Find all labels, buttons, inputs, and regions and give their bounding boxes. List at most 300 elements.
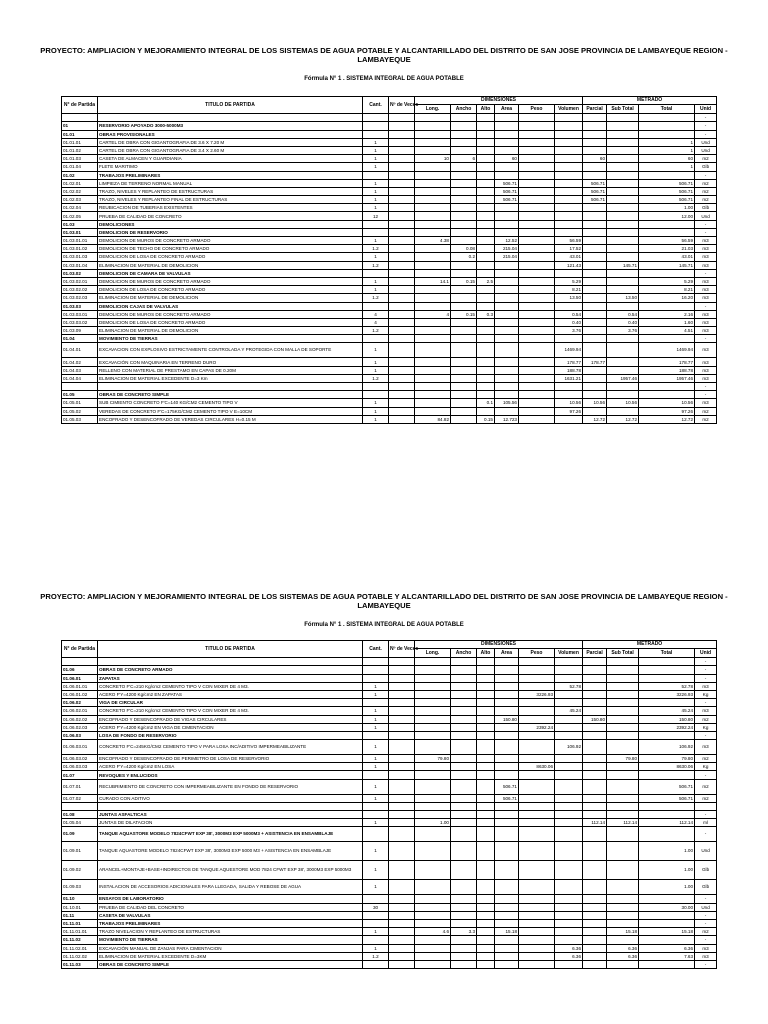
- cell-peso: [519, 122, 555, 130]
- cell-ancho: [451, 819, 477, 827]
- section-row: [62, 699, 717, 707]
- cell-parcial: [583, 383, 607, 391]
- cell-total: [639, 911, 695, 919]
- cell-volumen: [555, 723, 583, 731]
- cell-peso: [519, 802, 555, 810]
- col-header-dimensiones: DIMENSIONES: [415, 97, 583, 105]
- cell-volumen: [555, 666, 583, 674]
- cell-alto: [477, 911, 495, 919]
- cell-ancho: [451, 204, 477, 212]
- cell-area: 506.71: [495, 794, 519, 802]
- section-row: [62, 666, 717, 674]
- cell-partida: 01.03.03: [62, 302, 98, 310]
- cell-cant: 1: [363, 779, 389, 794]
- cell-cant: 1: [363, 196, 389, 204]
- cell-subtotal: [607, 269, 639, 277]
- cell-partida: 01.11.02.01: [62, 944, 98, 952]
- cell-cant: 4: [363, 318, 389, 326]
- cell-cant: [363, 919, 389, 927]
- cell-area: [495, 936, 519, 944]
- cell-long: [415, 286, 451, 294]
- cell-cant: 1.2: [363, 327, 389, 335]
- cell-volumen: [555, 802, 583, 810]
- cell-area: 506.71: [495, 779, 519, 794]
- cell-volumen: [555, 269, 583, 277]
- col-header-cant: Cant.: [363, 97, 389, 114]
- cell-veces: [389, 155, 415, 163]
- cell-volumen: [555, 163, 583, 171]
- cell-area: [495, 763, 519, 771]
- table-row: [62, 245, 717, 253]
- cell-area: [495, 171, 519, 179]
- cell-parcial: [583, 779, 607, 794]
- cell-area: [495, 819, 519, 827]
- cell-titulo: JUNTAS ASFALTICAS: [98, 811, 363, 819]
- cell-partida: 01.04.03: [62, 366, 98, 374]
- cell-titulo: TRABAJOS PRELIMINARES: [98, 919, 363, 927]
- cell-ancho: 0.08: [451, 245, 477, 253]
- table-row: [62, 415, 717, 423]
- cell-titulo: [98, 383, 363, 391]
- cell-total: [639, 811, 695, 819]
- cell-veces: [389, 731, 415, 739]
- col-header-metrado: METRADO: [583, 641, 717, 649]
- cell-partida: 01.03.02.03: [62, 294, 98, 302]
- cell-peso: [519, 358, 555, 366]
- cell-alto: [477, 819, 495, 827]
- cell-partida: 01.06.02.01: [62, 707, 98, 715]
- cell-long: [415, 763, 451, 771]
- cell-long: [415, 383, 451, 391]
- table-row: [62, 212, 717, 220]
- cell-alto: [477, 114, 495, 122]
- cell-volumen: [555, 715, 583, 723]
- cell-peso: [519, 399, 555, 407]
- cell-peso: [519, 936, 555, 944]
- cell-titulo: CONCRETO F'C=245KG/CM2 CEMENTO TIPO V PARA LOSA INC/ADITIVO IMPERMEABILIZANTE: [98, 740, 363, 755]
- cell-alto: [477, 690, 495, 698]
- cell-titulo: REUBICACION DE TUBERIAS EXISTENTES: [98, 204, 363, 212]
- cell-subtotal: [607, 407, 639, 415]
- cell-cant: 1: [363, 407, 389, 415]
- cell-area: [495, 811, 519, 819]
- cell-veces: [389, 779, 415, 794]
- cell-parcial: [583, 794, 607, 802]
- cell-peso: [519, 138, 555, 146]
- cell-subtotal: 79.80: [607, 755, 639, 763]
- cell-parcial: [583, 658, 607, 666]
- cell-parcial: [583, 237, 607, 245]
- cell-cant: [363, 699, 389, 707]
- cell-alto: [477, 674, 495, 682]
- cell-long: [415, 919, 451, 927]
- cell-veces: [389, 666, 415, 674]
- cell-parcial: 12.72: [583, 415, 607, 423]
- cell-long: [415, 212, 451, 220]
- cell-titulo: [98, 658, 363, 666]
- cell-area: [495, 755, 519, 763]
- cell-cant: 1: [363, 723, 389, 731]
- cell-subtotal: [607, 302, 639, 310]
- cell-veces: [389, 261, 415, 269]
- cell-total: 21.03: [639, 245, 695, 253]
- cell-cant: 1: [363, 253, 389, 261]
- cell-parcial: 10.56: [583, 399, 607, 407]
- cell-partida: 01.04.01: [62, 343, 98, 358]
- cell-unid: Und: [695, 138, 717, 146]
- cell-ancho: [451, 682, 477, 690]
- cell-subtotal: [607, 903, 639, 911]
- cell-parcial: [583, 253, 607, 261]
- cell-unid: -: [695, 171, 717, 179]
- cell-titulo: INSTALACION DE ACCESORIOS ADICIONALES PARA LLEGADA, SALIDA Y REBOSE DE AGUA: [98, 880, 363, 895]
- cell-cant: 1: [363, 343, 389, 358]
- cell-total: [639, 895, 695, 903]
- cell-peso: [519, 294, 555, 302]
- cell-peso: [519, 731, 555, 739]
- cell-long: 4.6: [415, 928, 451, 936]
- cell-unid: -: [695, 731, 717, 739]
- section-row: [62, 731, 717, 739]
- cell-area: [495, 911, 519, 919]
- section-row: [62, 811, 717, 819]
- cell-alto: [477, 960, 495, 968]
- cell-parcial: [583, 944, 607, 952]
- cell-ancho: [451, 383, 477, 391]
- cell-total: [639, 960, 695, 968]
- cell-parcial: [583, 171, 607, 179]
- cell-subtotal: [607, 690, 639, 698]
- cell-long: [415, 407, 451, 415]
- col-header-alto: Alto: [477, 649, 495, 658]
- cell-partida: 01.04.02: [62, 358, 98, 366]
- cell-total: 106.92: [639, 740, 695, 755]
- cell-peso: [519, 699, 555, 707]
- cell-cant: [363, 122, 389, 130]
- cell-volumen: 43.01: [555, 253, 583, 261]
- cell-area: [495, 294, 519, 302]
- cell-area: [495, 138, 519, 146]
- cell-unid: Glb: [695, 204, 717, 212]
- cell-parcial: 112.14: [583, 819, 607, 827]
- cell-area: [495, 220, 519, 228]
- cell-ancho: [451, 794, 477, 802]
- cell-long: [415, 960, 451, 968]
- cell-veces: [389, 715, 415, 723]
- cell-titulo: OBRAS DE CONCRETO ARMADO: [98, 666, 363, 674]
- cell-cant: [363, 936, 389, 944]
- table-row: [62, 237, 717, 245]
- cell-peso: [519, 269, 555, 277]
- cell-peso: [519, 383, 555, 391]
- cell-alto: [477, 130, 495, 138]
- cell-subtotal: 0.54: [607, 310, 639, 318]
- cell-veces: [389, 294, 415, 302]
- cell-area: [495, 740, 519, 755]
- cell-parcial: [583, 740, 607, 755]
- cell-cant: [363, 269, 389, 277]
- cell-parcial: [583, 343, 607, 358]
- cell-volumen: 45.24: [555, 707, 583, 715]
- cell-veces: [389, 723, 415, 731]
- table-row: [62, 187, 717, 195]
- cell-veces: [389, 358, 415, 366]
- cell-subtotal: [607, 763, 639, 771]
- cell-subtotal: [607, 919, 639, 927]
- cell-unid: -: [695, 960, 717, 968]
- cell-parcial: [583, 261, 607, 269]
- cell-alto: [477, 179, 495, 187]
- cell-area: [495, 383, 519, 391]
- section-row: [62, 302, 717, 310]
- cell-partida: [62, 114, 98, 122]
- cell-unid: m2: [695, 415, 717, 423]
- col-header-area: Area: [495, 649, 519, 658]
- cell-total: [639, 666, 695, 674]
- cell-unid: m3: [695, 358, 717, 366]
- col-header-volumen: Volumen: [555, 105, 583, 114]
- cell-titulo: DEMOLICION DE LOSA DE CONCRETO ARMADO: [98, 253, 363, 261]
- cell-partida: 01.02.05: [62, 212, 98, 220]
- cell-alto: [477, 163, 495, 171]
- cell-parcial: [583, 763, 607, 771]
- cell-partida: 01.05: [62, 391, 98, 399]
- cell-veces: [389, 269, 415, 277]
- cell-subtotal: [607, 723, 639, 731]
- cell-partida: 01.10: [62, 895, 98, 903]
- cell-long: [415, 666, 451, 674]
- cell-veces: [389, 911, 415, 919]
- cell-total: [639, 302, 695, 310]
- cell-partida: 01.02.04: [62, 204, 98, 212]
- cell-titulo: OBRAS DE CONCRETO SIMPLE: [98, 391, 363, 399]
- col-header-alto: Alto: [477, 105, 495, 114]
- cell-volumen: 6.36: [555, 944, 583, 952]
- cell-area: [495, 919, 519, 927]
- cell-veces: [389, 383, 415, 391]
- cell-unid: m3: [695, 253, 717, 261]
- cell-alto: [477, 407, 495, 415]
- cell-total: [639, 114, 695, 122]
- cell-peso: [519, 903, 555, 911]
- cell-veces: [389, 245, 415, 253]
- cell-long: [415, 880, 451, 895]
- cell-unid: m2: [695, 755, 717, 763]
- cell-total: [639, 228, 695, 236]
- cell-alto: [477, 740, 495, 755]
- section-row: [62, 911, 717, 919]
- cell-titulo: JUNTAS DE DILATACION: [98, 819, 363, 827]
- cell-long: [415, 196, 451, 204]
- cell-ancho: [451, 960, 477, 968]
- cell-ancho: [451, 715, 477, 723]
- table-row: [62, 819, 717, 827]
- cell-ancho: [451, 196, 477, 204]
- cell-alto: [477, 327, 495, 335]
- table-row: [62, 763, 717, 771]
- cell-titulo: ENCOFRADO Y DESENCOFRADO DE VIGAS CIRCULARES: [98, 715, 363, 723]
- table-row: [62, 163, 717, 171]
- cell-alto: [477, 253, 495, 261]
- cell-area: [495, 827, 519, 842]
- cell-titulo: ENSAYOS DE LABORATORIO: [98, 895, 363, 903]
- col-header-veces: Nº de Veces: [389, 641, 415, 658]
- cell-veces: [389, 318, 415, 326]
- cell-titulo: [98, 802, 363, 810]
- section-row: [62, 171, 717, 179]
- cell-ancho: [451, 261, 477, 269]
- cell-parcial: [583, 928, 607, 936]
- formula-title: Fórmula N° 1 . SISTEMA INTEGRAL DE AGUA POTABLE: [304, 76, 464, 82]
- cell-partida: 01.11.01: [62, 919, 98, 927]
- cell-partida: 01.03.03.02: [62, 318, 98, 326]
- cell-parcial: [583, 731, 607, 739]
- cell-ancho: [451, 179, 477, 187]
- cell-peso: [519, 740, 555, 755]
- cell-long: [415, 138, 451, 146]
- cell-partida: 01.07.01: [62, 779, 98, 794]
- cell-total: 10.56: [639, 399, 695, 407]
- col-header-peso: Peso: [519, 105, 555, 114]
- cell-long: [415, 358, 451, 366]
- cell-peso: [519, 819, 555, 827]
- cell-subtotal: [607, 699, 639, 707]
- cell-peso: [519, 155, 555, 163]
- cell-total: [639, 771, 695, 779]
- cell-volumen: [555, 794, 583, 802]
- cell-alto: [477, 318, 495, 326]
- cell-ancho: [451, 163, 477, 171]
- cell-long: 4.38: [415, 237, 451, 245]
- cell-unid: Kg: [695, 763, 717, 771]
- cell-total: 1.00: [639, 880, 695, 895]
- cell-parcial: 506.71: [583, 179, 607, 187]
- col-header-metrado: METRADO: [583, 97, 717, 105]
- cell-alto: [477, 187, 495, 195]
- cell-parcial: [583, 391, 607, 399]
- cell-veces: [389, 802, 415, 810]
- cell-titulo: ELIMINACION DE MATERIAL DE DEMOLICION: [98, 327, 363, 335]
- cell-alto: [477, 802, 495, 810]
- cell-unid: -: [695, 936, 717, 944]
- cell-parcial: [583, 666, 607, 674]
- cell-alto: [477, 919, 495, 927]
- cell-partida: 01.06: [62, 666, 98, 674]
- cell-area: [495, 690, 519, 698]
- cell-volumen: 97.26: [555, 407, 583, 415]
- cell-veces: [389, 163, 415, 171]
- cell-alto: [477, 731, 495, 739]
- cell-titulo: TRAZO, NIVELES Y REPLANTEO FINAL DE ESTRUCTURAS: [98, 196, 363, 204]
- cell-partida: 01.01.01: [62, 138, 98, 146]
- cell-total: 178.77: [639, 358, 695, 366]
- cell-cant: 1: [363, 155, 389, 163]
- cell-subtotal: [607, 802, 639, 810]
- table-row: [62, 318, 717, 326]
- cell-titulo: OBRAS DE CONCRETO SIMPLE: [98, 960, 363, 968]
- cell-peso: [519, 310, 555, 318]
- cell-subtotal: [607, 861, 639, 880]
- cell-long: [415, 220, 451, 228]
- cell-area: 506.71: [495, 187, 519, 195]
- section-row: [62, 895, 717, 903]
- cell-alto: [477, 286, 495, 294]
- cell-titulo: CASETA DE ALMACEN Y GUARDIANIA: [98, 155, 363, 163]
- cell-peso: 8630.06: [519, 763, 555, 771]
- cell-cant: 1: [363, 861, 389, 880]
- cell-unid: -: [695, 383, 717, 391]
- cell-long: [415, 294, 451, 302]
- cell-subtotal: [607, 245, 639, 253]
- cell-alto: [477, 343, 495, 358]
- cell-alto: [477, 122, 495, 130]
- cell-cant: 1: [363, 740, 389, 755]
- section-row: [62, 228, 717, 236]
- cell-peso: [519, 146, 555, 154]
- cell-titulo: ENCOFRADO Y DESENCOFRADO DE PERIMETRO DE LOSA DE RESERVORIO: [98, 755, 363, 763]
- cell-veces: [389, 374, 415, 382]
- cell-veces: [389, 130, 415, 138]
- cell-unid: m3: [695, 318, 717, 326]
- cell-unid: -: [695, 228, 717, 236]
- cell-ancho: [451, 771, 477, 779]
- cell-partida: 01.02: [62, 171, 98, 179]
- cell-partida: 01.09.03: [62, 880, 98, 895]
- table-row: [62, 740, 717, 755]
- cell-peso: [519, 220, 555, 228]
- cell-subtotal: [607, 358, 639, 366]
- cell-parcial: [583, 277, 607, 285]
- cell-ancho: [451, 811, 477, 819]
- cell-peso: [519, 952, 555, 960]
- table-row: [62, 690, 717, 698]
- cell-total: 7.63: [639, 952, 695, 960]
- cell-cant: 1: [363, 763, 389, 771]
- cell-long: [415, 179, 451, 187]
- cell-ancho: [451, 335, 477, 343]
- cell-partida: 01.03.01.03: [62, 253, 98, 261]
- cell-partida: 01.03.02.01: [62, 277, 98, 285]
- cell-total: [639, 919, 695, 927]
- cell-subtotal: [607, 740, 639, 755]
- table-row: [62, 374, 717, 382]
- cell-unid: -: [695, 391, 717, 399]
- cell-titulo: CURADO CON ADITIVO: [98, 794, 363, 802]
- cell-parcial: [583, 310, 607, 318]
- cell-total: 506.71: [639, 196, 695, 204]
- cell-area: 506.71: [495, 196, 519, 204]
- cell-parcial: [583, 960, 607, 968]
- cell-subtotal: [607, 196, 639, 204]
- table-row: [62, 755, 717, 763]
- cell-peso: [519, 880, 555, 895]
- cell-ancho: [451, 658, 477, 666]
- cell-unid: -: [695, 895, 717, 903]
- table-row: [62, 155, 717, 163]
- col-header-peso: Peso: [519, 649, 555, 658]
- cell-cant: [363, 731, 389, 739]
- cell-long: [415, 911, 451, 919]
- cell-subtotal: [607, 114, 639, 122]
- cell-volumen: 5.29: [555, 277, 583, 285]
- section-row: [62, 130, 717, 138]
- cell-long: [415, 723, 451, 731]
- cell-titulo: ACERO F'Y=4200 Kg/cm2 EN LOSA: [98, 763, 363, 771]
- cell-long: [415, 842, 451, 861]
- cell-total: [639, 802, 695, 810]
- cell-veces: [389, 763, 415, 771]
- cell-titulo: PRUEBA DE CALIDAD DE CONCRETO: [98, 212, 363, 220]
